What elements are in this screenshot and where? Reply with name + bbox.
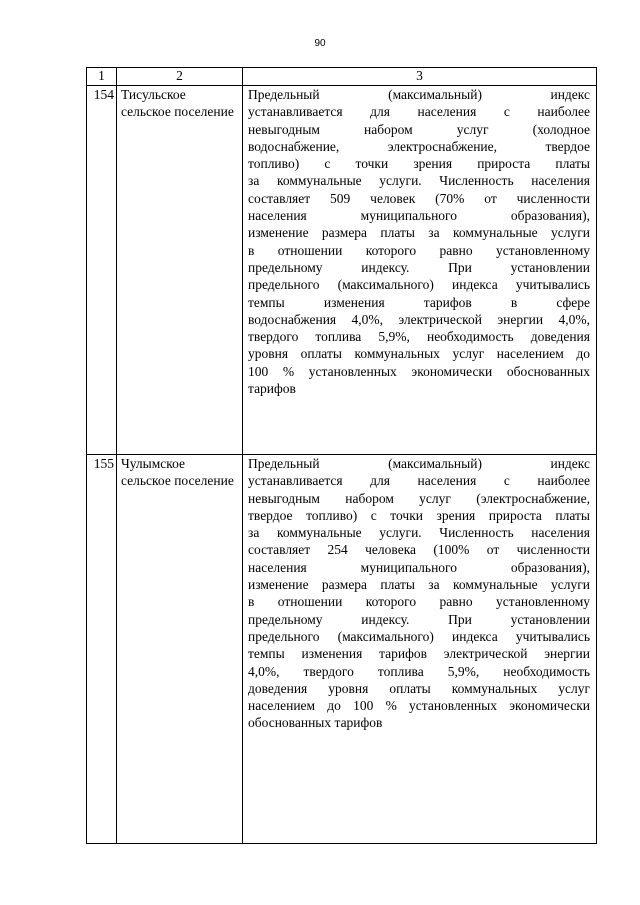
description-line: в отношении которого равно установленному	[248, 594, 590, 610]
settlement-name-cell: Чулымское сельское поселение	[117, 455, 243, 844]
tariff-index-table	[86, 67, 597, 844]
description-cell	[243, 86, 597, 455]
description-line: водоснабжения 4,0%, электрической энергии 4,0%,	[248, 311, 590, 327]
description-line: изменение размера платы за коммунальные услуги	[248, 225, 590, 241]
description-line: в отношении которого равно установленному	[248, 242, 590, 258]
header-cell-name: 2	[117, 68, 243, 86]
description-line: водоснабжение, электроснабжение, твердое	[248, 138, 590, 154]
table-row	[87, 455, 597, 844]
row-number-cell: 155	[87, 455, 117, 844]
description-line: тарифов	[248, 381, 296, 397]
row-number-cell: 154	[87, 86, 117, 455]
description-line: изменение размера платы за коммунальные услуги	[248, 577, 590, 593]
settlement-name-cell: Тисульское сельское поселение	[117, 86, 243, 455]
table-row	[87, 86, 597, 455]
description-line: предельного (максимального) индекса учитывались	[248, 628, 590, 644]
description-line: предельного (максимального) индекса учитывались	[248, 277, 590, 293]
description-line: темпы изменения тарифов электрической энергии	[248, 646, 590, 662]
description-line: устанавливается для населения с наиболее	[248, 473, 590, 489]
description-line: предельному индексу. При установлении	[248, 259, 590, 275]
table-header-row	[87, 68, 597, 86]
description-line: 100 % установленных экономически обоснованных	[248, 363, 590, 379]
description-line: невыгодным набором услуг (холодное	[248, 121, 590, 137]
description-line: твердое топливо) с точки зрения прироста платы	[248, 507, 590, 523]
description-line: составляет 254 человека (100% от численности	[248, 542, 590, 558]
header-cell-number: 1	[87, 68, 117, 86]
description-line: Предельный (максимальный) индекс	[248, 87, 590, 102]
description-line: населением до 100 % установленных экономически	[248, 698, 590, 714]
description-line: составляет 509 человек (70% от численности	[248, 190, 590, 206]
page-number: 90	[314, 38, 326, 49]
description-line: населения муниципального образования),	[248, 559, 590, 575]
description-line: невыгодным набором услуг (электроснабжение,	[248, 490, 590, 506]
description-line: предельному индексу. При установлении	[248, 611, 590, 627]
description-line: устанавливается для населения с наиболее	[248, 104, 590, 120]
description-line: топливо) с точки зрения прироста платы	[248, 156, 590, 172]
description-line: за коммунальные услуги. Численность населения	[248, 173, 590, 189]
description-cell	[243, 455, 597, 844]
description-line: Предельный (максимальный) индекс	[248, 456, 590, 471]
description-line: уровня оплаты коммунальных услуг населением до	[248, 346, 590, 362]
description-line: обоснованных тарифов	[248, 715, 383, 731]
description-line: 4,0%, твердого топлива 5,9%, необходимость	[248, 663, 590, 679]
description-line: твердого топлива 5,9%, необходимость доведения	[248, 329, 590, 345]
description-line: за коммунальные услуги. Численность населения	[248, 525, 590, 541]
header-cell-description: 3	[243, 68, 597, 86]
description-line: доведения уровня оплаты коммунальных услуг	[248, 680, 590, 696]
description-line: населения муниципального образования),	[248, 208, 590, 224]
description-line: темпы изменения тарифов в сфере	[248, 294, 590, 310]
